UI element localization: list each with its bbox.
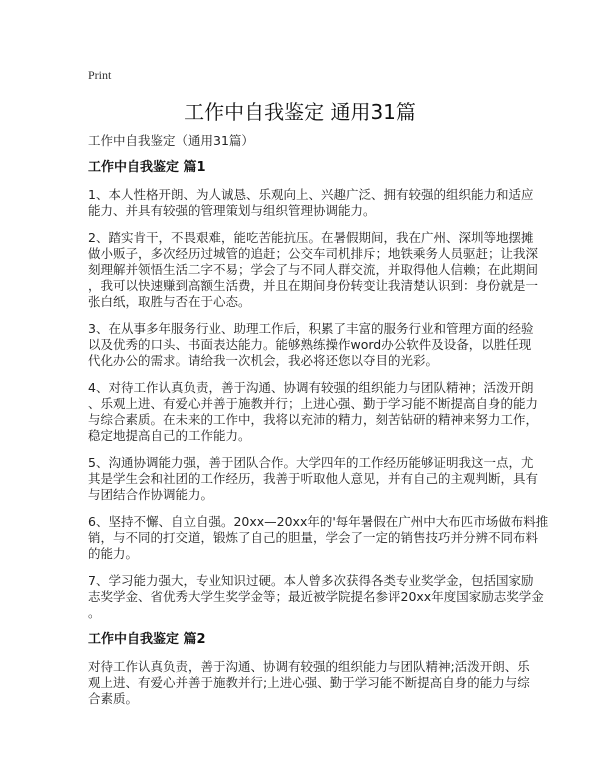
paragraph — [88, 514, 549, 562]
document-subtitle: 工作中自我鉴定（通用31篇） — [88, 133, 254, 148]
paragraph-line: 6、坚持不懈、自立自强。20xx—20xx年的'每年暑假在广州中大布匹市场做布料推 — [88, 514, 549, 529]
paragraph-line: 代化办公的需求。请给我一次机会，我必将还您以夺目的光彩。 — [88, 353, 439, 368]
paragraph-line: 观上进、有爱心并善于施教并行;上进心强、勤于学习能不断提高自身的能力与综 — [88, 675, 530, 690]
paragraph-line: 1、本人性格开朗、为人诚恳、乐观向上、兴趣广泛、拥有较强的组织能力和适应 — [88, 187, 534, 202]
print-link[interactable]: Print — [88, 68, 112, 82]
paragraph-line: 合素质。 — [88, 691, 139, 706]
paragraph-line: 5、沟通协调能力强，善于团队合作。大学四年的工作经历能够证明我这一点，尤 — [88, 455, 534, 470]
paragraph — [88, 573, 544, 621]
paragraph — [88, 659, 528, 707]
paragraph-line: 刻理解并领悟生活二字不易；学会了与不同人群交流，并取得他人信赖；在此期间 — [88, 262, 539, 277]
paragraph-line: 以及优秀的口头、书面表达能力。能够熟练操作word办公软件及设备，以胜任现 — [88, 337, 532, 352]
paragraph — [88, 380, 539, 444]
paragraph-line: 对待工作认真负责，善于沟通、协调有较强的组织能力与团队精神;活泼开朗、乐 — [88, 659, 530, 674]
section-heading: 工作中自我鉴定 篇2 — [88, 632, 206, 647]
paragraph-line: 稳定地提高自己的工作能力。 — [88, 428, 251, 443]
paragraph — [88, 321, 534, 369]
paragraph — [88, 455, 539, 503]
paragraph-line: 志奖学金、省优秀大学生奖学金等；最近被学院提名参评20xx年度国家励志奖学金 — [88, 589, 544, 604]
paragraph-line: 与综合素质。在未来的工作中，我将以充沛的精力，刻苦钻研的精神来努力工作， — [88, 412, 539, 427]
section-heading: 工作中自我鉴定 篇1 — [88, 160, 206, 175]
paragraph-line: 其是学生会和社团的工作经历，我善于听取他人意见，并有自己的主观判断，具有 — [88, 471, 539, 486]
paragraph-line: 能力、并具有较强的管理策划与组织管理协调能力。 — [88, 203, 376, 218]
paragraph-line: 做小贩子，多次经历过城管的追赶；公交车司机排斥；地铁乘务人员驱赶；让我深 — [88, 246, 539, 261]
paragraph-line: ，我可以快速赚到高额生活费，并且在期间身份转变让我清楚认识到：身份就是一 — [88, 278, 539, 293]
paragraph-line: 与团结合作协调能力。 — [88, 487, 214, 502]
document-body — [88, 133, 549, 718]
paragraph — [88, 230, 539, 310]
paragraph-line: 销，与不同的打交道，锻炼了自己的胆量，学会了一定的销售技巧并分辨不同布料 — [88, 530, 539, 545]
paragraph-line: 张白纸，取胜与否在于心态。 — [88, 294, 251, 309]
paragraph-line: 、乐观上进、有爱心并善于施教并行；上进心强、勤于学习能不断提高自身的能力 — [88, 396, 539, 411]
paragraph — [88, 187, 534, 219]
paragraph-line: 3、在从事多年服务行业、助理工作后，积累了丰富的服务行业和管理方面的经验 — [88, 321, 534, 336]
paragraph-line: 的能力。 — [88, 546, 139, 561]
paragraph-line: 4、对待工作认真负责，善于沟通、协调有较强的组织能力与团队精神；活泼开朗 — [88, 380, 534, 395]
paragraph-line: 。 — [88, 605, 101, 620]
paragraph-line: 2、踏实肯干，不畏艰难，能吃苦能抗压。在暑假期间，我在广州、深圳等地摆摊 — [88, 230, 534, 245]
paragraph-line: 7、学习能力强大，专业知识过硬。本人曾多次获得各类专业奖学金，包括国家励 — [88, 573, 534, 588]
page-title: 工作中自我鉴定 通用31篇 — [184, 100, 416, 124]
